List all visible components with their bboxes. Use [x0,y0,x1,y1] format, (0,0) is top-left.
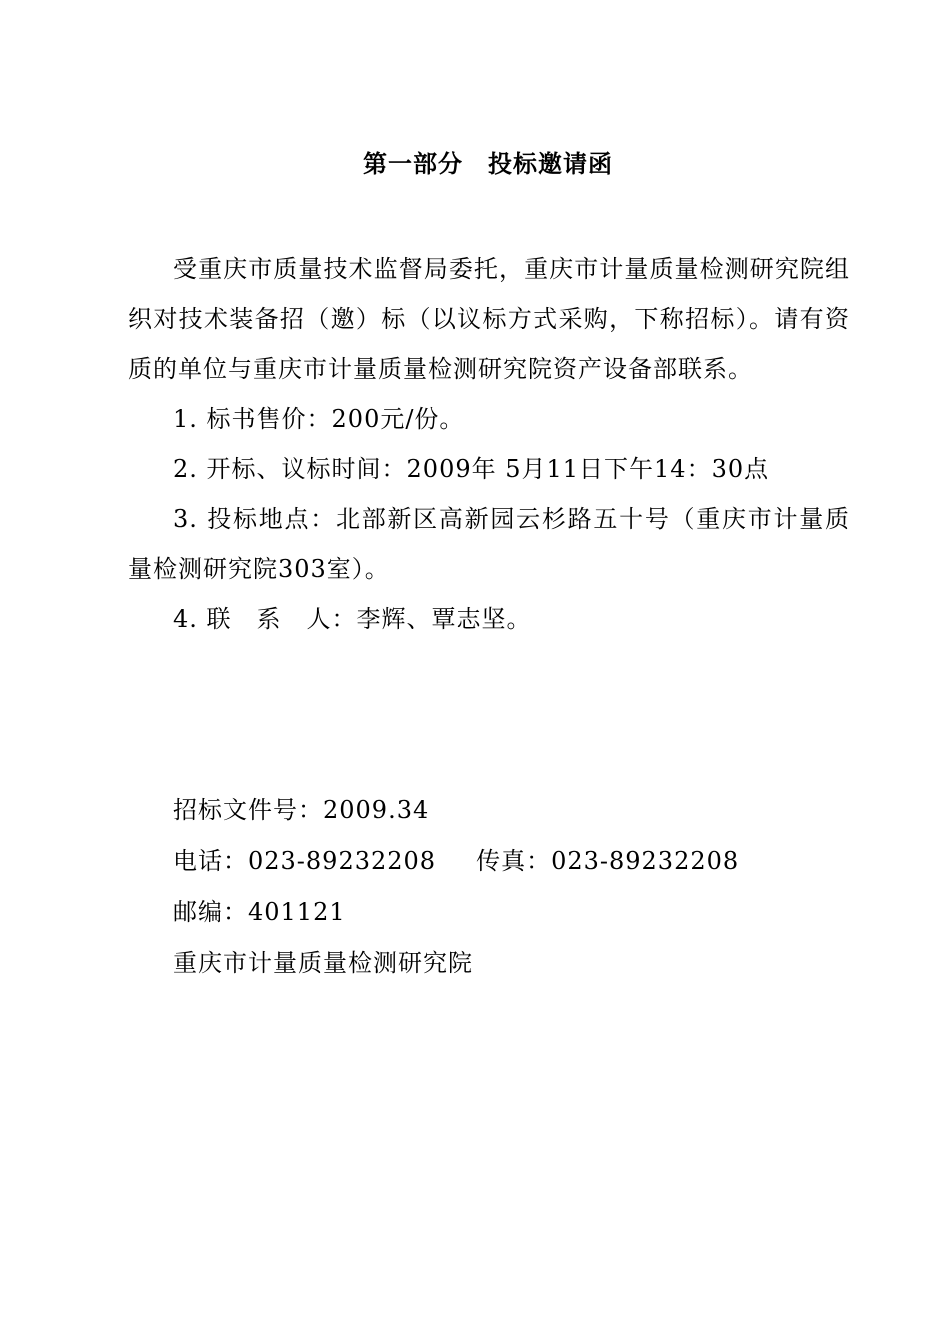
postcode: 邮编：401121 [173,898,346,926]
document-footer [173,785,739,989]
contact-line [173,836,739,887]
list-item-location: 3. 投标地点：北部新区高新园云杉路五十号（重庆市计量质量检测研究院303室）。 [128,505,850,583]
list-item-opening-time: 2. 开标、议标时间：2009年 5月11日下午14：30点 [173,455,770,483]
list-item-price: 1. 标书售价：200元/份。 [173,405,465,433]
organization-name: 重庆市计量质量检测研究院 [173,949,473,977]
fax-number: 传真：023-89232208 [476,847,740,875]
list-item-contact: 4. 联 系 人：李辉、覃志坚。 [173,605,532,633]
doc-number: 招标文件号：2009.34 [173,796,430,824]
phone-number: 电话：023-89232208 [173,847,437,875]
intro-paragraph: 受重庆市质量技术监督局委托，重庆市计量质量检测研究院组织对技术装备招（邀）标（以议标方式采购，下称招标）。请有资质的单位与重庆市计量质量检测研究院资产设备部联系。 [128,255,850,383]
page-title: 第一部分 投标邀请函 [363,149,613,178]
document-body [128,244,850,644]
